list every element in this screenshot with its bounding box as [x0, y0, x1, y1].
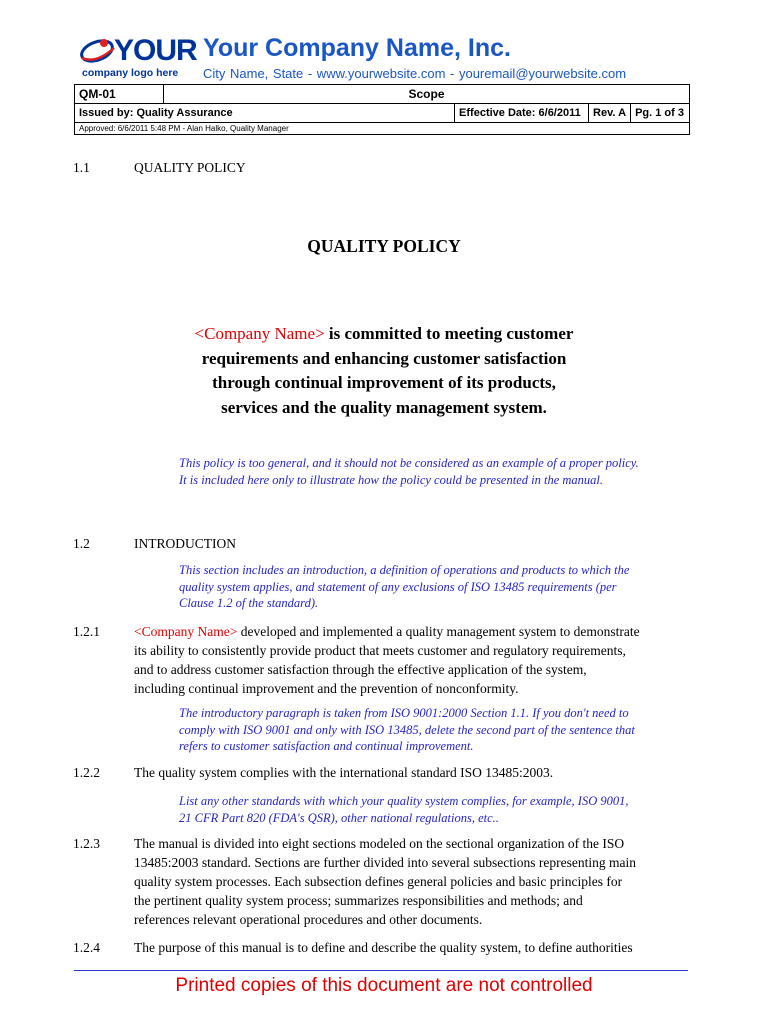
- issued-by: Issued by: Quality Assurance: [75, 104, 455, 123]
- paragraph-number: 1.2.1: [73, 624, 100, 639]
- note-line: This section includes an introduction, a definition of operations and products to which the: [179, 563, 630, 577]
- policy-statement-line: is committed to meeting customer: [324, 324, 574, 343]
- effective-date: Effective Date: 6/6/2011: [455, 104, 589, 123]
- note-line: It is included here only to illustrate how the policy could be presented in the manual.: [179, 472, 603, 487]
- paragraph-number: 1.2.3: [73, 836, 100, 851]
- introduction-note: [179, 562, 629, 612]
- section-heading: QUALITY POLICY: [134, 160, 246, 175]
- paragraph-number: 1.2.4: [73, 940, 100, 955]
- paragraph-number: 1.2.2: [73, 765, 100, 780]
- policy-statement-line: through continual improvement of its products,: [212, 373, 556, 392]
- policy-statement-line: services and the quality management system.: [221, 397, 547, 417]
- logo-subtext: company logo here: [82, 67, 179, 79]
- paragraph-1-2-3: [134, 834, 636, 929]
- doc-title: Scope: [164, 85, 690, 104]
- approval-info: Approved: 6/6/2011 5:48 PM - Alan Halko, Quality Manager: [75, 123, 690, 135]
- paragraph-line: the pertinent quality system process; summarizes responsibilities and methods; and: [134, 893, 583, 908]
- paragraph-line: references relevant operational procedures and other documents.: [134, 912, 483, 927]
- paragraph-line: and to address customer satisfaction through the effective application of the system,: [134, 662, 587, 677]
- paragraph-line: its ability to consistently provide product that meets customer and regulatory requirements,: [134, 643, 626, 658]
- note-line: This policy is too general, and it should not be considered as an example of a proper policy.: [179, 456, 639, 470]
- policy-note: [179, 455, 639, 488]
- paragraph-line: developed and implemented a quality management system to demonstrate: [237, 624, 640, 639]
- document-header-table: [74, 84, 690, 135]
- paragraph-line: quality system processes. Each subsection defines general policies and basic principles for: [134, 874, 623, 889]
- paragraph-line: The manual is divided into eight sections modeled on the sectional organization of the ISO: [134, 836, 625, 851]
- paragraph-1-2-4: The purpose of this manual is to define and describe the quality system, to define authorities: [134, 940, 633, 955]
- revision: Rev. A: [589, 104, 631, 123]
- policy-statement-line: requirements and enhancing customer satisfaction: [201, 348, 567, 368]
- note-line: Clause 1.2 of the standard).: [179, 596, 319, 610]
- note-line: 21 CFR Part 820 (FDA's QSR), other national regulations, etc..: [179, 810, 499, 825]
- note-line: The introductory paragraph is taken from ISO 9001:2000 Section 1.1. If you don't need to: [179, 706, 629, 720]
- note-line: quality system applies, and statement of any exclusions of ISO 13485 requirements (per: [179, 579, 617, 594]
- paragraph-1-2-2-note: [179, 793, 629, 826]
- section-heading: INTRODUCTION: [134, 536, 236, 551]
- footer-disclaimer: Printed copies of this document are not controlled: [175, 975, 593, 996]
- doc-id: QM-01: [75, 85, 164, 104]
- company-logo: [78, 34, 197, 84]
- note-line: refers to customer satisfaction and continual improvement.: [179, 739, 474, 753]
- section-number: 1.1: [73, 160, 90, 175]
- swoosh-logo-icon: [78, 34, 118, 68]
- section-number: 1.2: [73, 536, 90, 551]
- note-line: comply with ISO 9001 and only with ISO 13485, delete the second part of the sentence that: [179, 722, 635, 737]
- policy-title: QUALITY POLICY: [307, 236, 461, 256]
- paragraph-1-2-1-note: [179, 705, 635, 755]
- paragraph-line: 13485:2003 standard. Sections are further divided into several subsections representing main: [134, 855, 636, 870]
- company-name-placeholder: <Company Name>: [194, 324, 325, 343]
- company-name-placeholder: <Company Name>: [134, 624, 238, 639]
- logo-text: YOUR: [114, 34, 197, 67]
- company-name: Your Company Name, Inc.: [203, 34, 511, 62]
- paragraph-1-2-1: [134, 622, 640, 698]
- paragraph-1-2-2: The quality system complies with the international standard ISO 13485:2003.: [134, 765, 554, 780]
- page-number: Pg. 1 of 3: [631, 104, 690, 123]
- company-contact: City Name, State - www.yourwebsite.com - youremail@yourwebsite.com: [203, 66, 627, 81]
- footer-divider: [74, 970, 688, 971]
- paragraph-line: including continual improvement and the prevention of nonconformity.: [134, 681, 519, 696]
- policy-statement: [140, 322, 628, 420]
- note-line: List any other standards with which your quality system complies, for example, ISO 9001,: [179, 794, 629, 808]
